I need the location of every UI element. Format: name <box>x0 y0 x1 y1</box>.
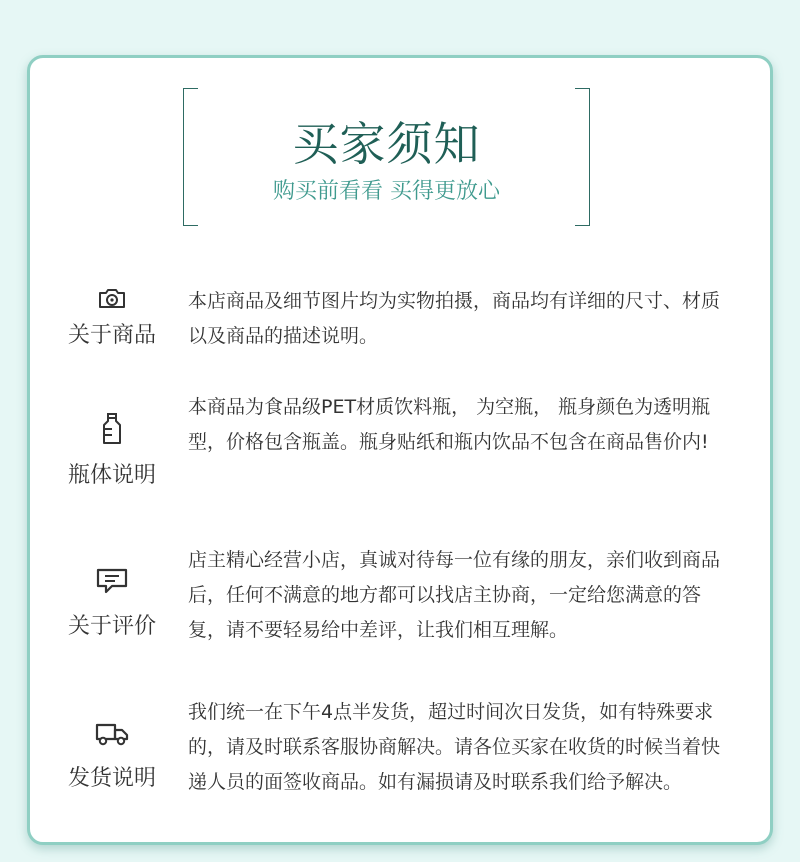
section-label: 关于评价 <box>67 614 156 639</box>
frame-corner <box>575 211 590 226</box>
section-bottle <box>60 390 740 500</box>
title-frame <box>183 88 590 226</box>
page-title: 买家须知 <box>292 117 481 171</box>
comment-icon <box>60 567 164 595</box>
frame-corner <box>183 211 198 226</box>
truck-icon <box>60 721 164 747</box>
section-text: 本商品为食品级PET材质饮料瓶， 为空瓶， 瓶身颜色为透明瓶型，价格包含瓶盖。瓶身贴纸和瓶内饮品不包含在商品售价内! <box>188 396 711 453</box>
section-shipping <box>60 695 740 835</box>
page-subtitle: 购买前看看 买得更放心 <box>273 179 500 204</box>
section-text: 本店商品及细节图片均为实物拍摄，商品均有详细的尺寸、材质以及商品的描述说明。 <box>188 290 721 347</box>
frame-corner <box>183 88 198 103</box>
bottle-icon <box>60 412 164 446</box>
section-label: 关于商品 <box>67 323 156 348</box>
section-text: 我们统一在下午4点半发货，超过时间次日发货，如有特殊要求的，请及时联系客服协商解决。请各位买家在收货的时候当着快递人员的面签收商品。如有漏损请及时联系我们给予解决。 <box>188 701 721 793</box>
section-about-product <box>60 284 740 364</box>
section-reviews <box>60 543 740 653</box>
section-label: 发货说明 <box>67 766 156 791</box>
section-text: 店主精心经营小店，真诚对待每一位有缘的朋友，亲们收到商品后，任何不满意的地方都可以找店主协商，一定给您满意的答复，请不要轻易给中差评，让我们相互理解。 <box>188 549 721 641</box>
section-label: 瓶体说明 <box>67 463 156 488</box>
camera-icon <box>60 286 164 310</box>
frame-corner <box>575 88 590 103</box>
